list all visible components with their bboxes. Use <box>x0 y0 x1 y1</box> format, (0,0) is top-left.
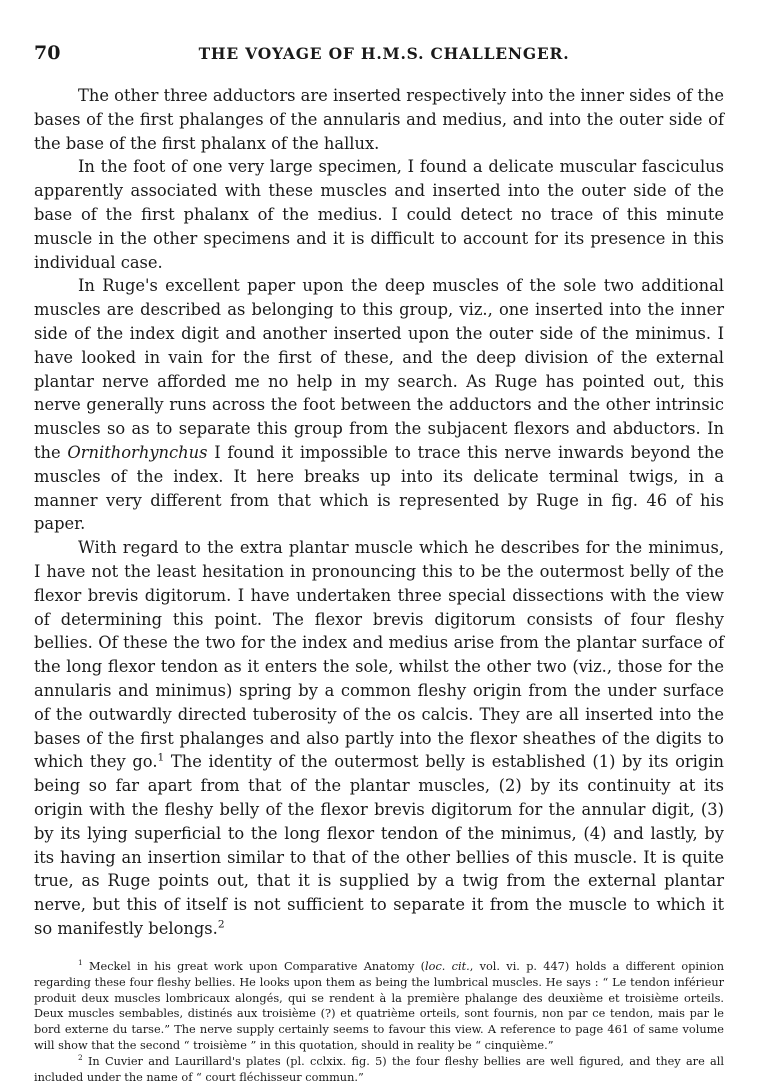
paragraph-4-text-b: The identity of the outermost belly is established (1) by its origin being so far apart from that of the plantar muscles, (2) by its continuity at its origin with the fleshy belly of the flexor brevis digitorum for the annular digit, (3) by its lying superficial to the long flexor tendon of the minimus, (4) and lastly, by its having an insertion similar to that of the other bellies of this muscle. It is quite true, as Ruge points out, that it is supplied by a twig from the external plantar nerve, but this of itself is not sufficient to separate it from the muscle to which it so manifestly belongs. <box>34 752 725 938</box>
footnote-ref-2[interactable]: 2 <box>217 918 225 931</box>
paragraph-1-text: The other three adductors are inserted respectively into the inner sides of the bases of the first phalanges of the annularis and medius, and into the outer side of the base of the first phalanx of the hallux. <box>34 86 724 153</box>
footnote-2 <box>34 1054 724 1086</box>
running-title: THE VOYAGE OF H.M.S. CHALLENGER. <box>198 44 570 63</box>
footnote-1 <box>34 959 724 1054</box>
paragraph-3-text-a: In Ruge's excellent paper upon the deep muscles of the sole two additional muscles are described as belonging to this group, viz., one inserted into the inner side of the index digit and another inserted upon the outer side of the minimus. I have looked in vain for the first of these, and the deep division of the external plantar nerve afforded me no help in my search. As Ruge has pointed out, this nerve generally runs across the foot between the adductors and the other intrinsic muscles so as to separate this group from the subjacent flexors and abductors. In the <box>34 276 724 462</box>
page-number: 70 <box>34 42 61 64</box>
paragraph-3-text-b: I found it impossible to trace this nerve inwards beyond the muscles of the index. It here breaks up into its delicate terminal twigs, in a manner very different from that which is represented by Ruge in fig. 46 of his paper. <box>34 442 724 534</box>
footnote-1-italic: loc. cit. <box>425 959 470 973</box>
genus-name-italic: Ornithorhynchus <box>67 442 208 462</box>
footnotes <box>34 959 724 1086</box>
footnote-1-text-a: Meckel in his great work upon Comparative Anatomy ( <box>88 959 426 973</box>
page <box>34 42 724 1086</box>
paragraph-4-text-a: With regard to the extra plantar muscle which he describes for the minimus, I have not the least hesitation in pronouncing this to be the outermost belly of the flexor brevis digitorum. I have undertaken three special dissections with the view of determining this point. The flexor brevis digitorum consists of four fleshy bellies. Of these the two for the index and medius arise from the plantar surface of the long flexor tendon as it enters the sole, whilst the other two (viz., those for the annularis and minimus) spring by a common fleshy origin from the under surface of the outwardly directed tuberosity of the os calcis. They are all inserted into the bases of the first phalanges and also partly into the flexor sheathes of the digits to which they go. <box>34 538 724 772</box>
footnote-1-mark: 1 <box>78 957 83 967</box>
footnote-2-text: In Cuvier and Laurillard's plates (pl. cclxix. fig. 5) the four fleshy bellies are well figured, and they are all included under the name of “ court fléchisseur commun.” <box>34 1055 724 1085</box>
paragraph-2 <box>34 155 724 274</box>
paragraph-1 <box>34 84 724 155</box>
paragraph-3 <box>34 274 724 536</box>
running-head <box>34 42 724 72</box>
footnote-ref-1[interactable]: 1 <box>157 751 165 764</box>
body-text <box>34 84 724 941</box>
footnote-1-text-b: , vol. vi. p. 447) holds a different opinion regarding these four fleshy bellies. He looks upon them as being the lumbrical muscles. He says : “ Le tendon inférieur produit deux muscles lombricaux alongés, qui se rendent à la première phalange des deuxième et troisième orteils. Deux muscles sembables, distinés aux troisième (?) et quatrième orteils, sont fournis, non par ce tendon, mais par le bord externe du tarse.” The nerve supply certainly seems to favour this view. A reference to page 461 of same volume will show that the second “ troisième ” in this quotation, should in reality be “ cinquième.” <box>34 959 724 1053</box>
paragraph-2-text: In the foot of one very large specimen, I found a delicate muscular fasciculus apparently associated with these muscles and inserted into the outer side of the base of the first phalanx of the medius. I could detect no trace of this minute muscle in the other specimens and it is difficult to account for its presence in this individual case. <box>34 157 724 272</box>
footnote-2-mark: 2 <box>78 1053 83 1063</box>
paragraph-4 <box>34 536 724 941</box>
